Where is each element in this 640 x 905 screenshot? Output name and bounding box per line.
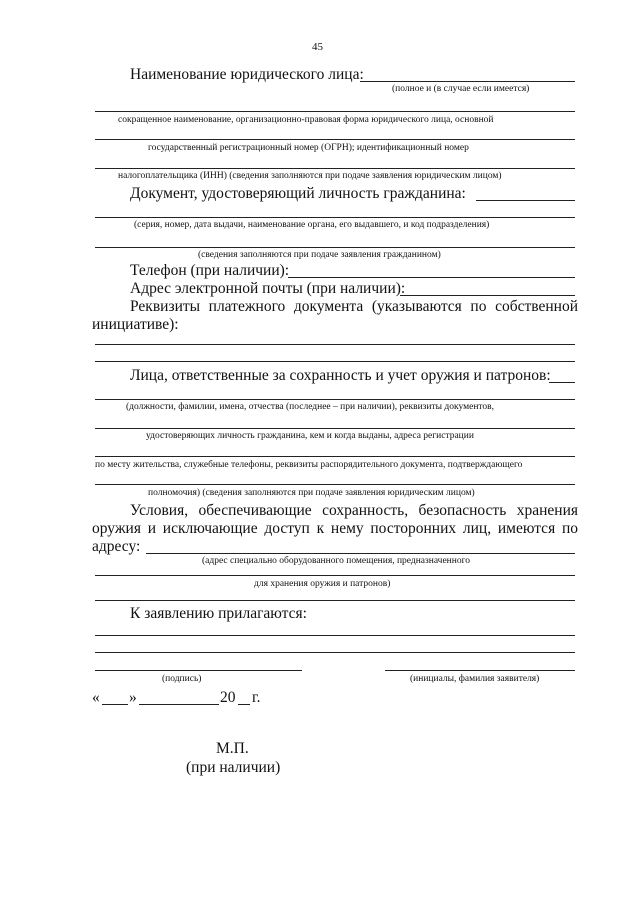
responsible-hint-1: (должности, фамилии, имена, отчества (последнее – при наличии), реквизиты документов, (126, 402, 495, 412)
conditions-line-4[interactable] (95, 575, 575, 576)
identity-doc-label: Документ, удостоверяющий личность гражданина: (130, 185, 466, 202)
legal-entity-input-line[interactable] (360, 81, 575, 82)
date-year-line[interactable] (238, 704, 250, 705)
legal-entity-line-3[interactable] (95, 139, 575, 140)
page-number: 45 (312, 41, 323, 53)
payment-label-line-2: инициативе): (92, 316, 179, 333)
initials-line[interactable] (385, 670, 575, 671)
attachments-line-1[interactable] (95, 635, 575, 636)
responsible-line-5[interactable] (95, 484, 575, 485)
conditions-hint-2: для хранения оружия и патронов) (254, 579, 391, 589)
identity-doc-line-2[interactable] (95, 217, 575, 218)
date-open-quote: « (92, 689, 100, 706)
conditions-line-2: оружия и исключающие доступ к нему посторонних лиц, имеются по (92, 520, 578, 537)
identity-doc-line-3[interactable] (95, 247, 575, 248)
legal-entity-line-2[interactable] (95, 111, 575, 112)
payment-line-2[interactable] (95, 361, 575, 362)
stamp-label: М.П. (216, 740, 249, 757)
identity-doc-hint-1: (серия, номер, дата выдачи, наименование органа, его выдавшего, и код подразделения) (134, 220, 490, 230)
date-year-prefix: 20 (220, 689, 236, 706)
responsible-hint-2: удостоверяющих личность гражданина, кем и когда выданы, адреса регистрации (146, 431, 474, 441)
identity-doc-input-line[interactable] (476, 200, 575, 201)
conditions-hint-1: (адрес специально оборудованного помещения, предназначенного (202, 556, 471, 566)
legal-entity-hint-2: сокращенное наименование, организационно-правовая форма юридического лица, основной (118, 115, 494, 125)
responsible-line-4[interactable] (95, 456, 575, 457)
responsible-hint-4: полномочия) (сведения заполняются при подаче заявления юридическим лицом) (148, 488, 475, 498)
signature-line[interactable] (95, 670, 302, 671)
date-month-line[interactable] (139, 704, 219, 705)
legal-entity-hint-1: (полное и (в случае если имеется) (392, 84, 530, 94)
conditions-line-1: Условия, обеспечивающие сохранность, безопасность хранения (130, 502, 578, 519)
payment-line-1[interactable] (95, 344, 575, 345)
date-year-suffix: г. (252, 689, 261, 706)
payment-label-line-1: Реквизиты платежного документа (указываются по собственной (130, 298, 578, 315)
responsible-line-2[interactable] (95, 399, 575, 400)
initials-label: (инициалы, фамилия заявителя) (410, 674, 540, 684)
date-close-quote: » (129, 689, 137, 706)
identity-doc-hint-2: (сведения заполняются при подаче заявления гражданином) (198, 250, 441, 260)
legal-entity-label: Наименование юридического лица: (130, 66, 364, 83)
attachments-line-2[interactable] (95, 652, 575, 653)
legal-entity-hint-3: государственный регистрационный номер (ОГРН); идентификационный номер (148, 143, 469, 153)
stamp-note: (при наличии) (186, 759, 281, 776)
responsible-hint-3: по месту жительства, служебные телефоны, реквизиты распорядительного документа, подтверждающего (95, 460, 523, 470)
attachments-label: К заявлению прилагаются: (130, 605, 307, 622)
conditions-line-3: адресу: (92, 538, 141, 555)
date-day-line[interactable] (102, 704, 128, 705)
conditions-address-input-line[interactable] (146, 553, 575, 554)
signature-label: (подпись) (162, 674, 202, 684)
conditions-line-5[interactable] (95, 600, 575, 601)
legal-entity-hint-4: налогоплательщика (ИНН) (сведения заполняются при подаче заявления юридическим лицом) (118, 171, 502, 181)
phone-label: Телефон (при наличии): (130, 262, 290, 279)
email-input-line[interactable] (400, 295, 575, 296)
responsible-line-3[interactable] (95, 428, 575, 429)
responsible-label: Лица, ответственные за сохранность и учет оружия и патронов: (130, 367, 551, 384)
responsible-input-line[interactable] (549, 382, 575, 383)
legal-entity-line-4[interactable] (95, 168, 575, 169)
phone-input-line[interactable] (288, 277, 575, 278)
email-label: Адрес электронной почты (при наличии): (130, 280, 406, 297)
